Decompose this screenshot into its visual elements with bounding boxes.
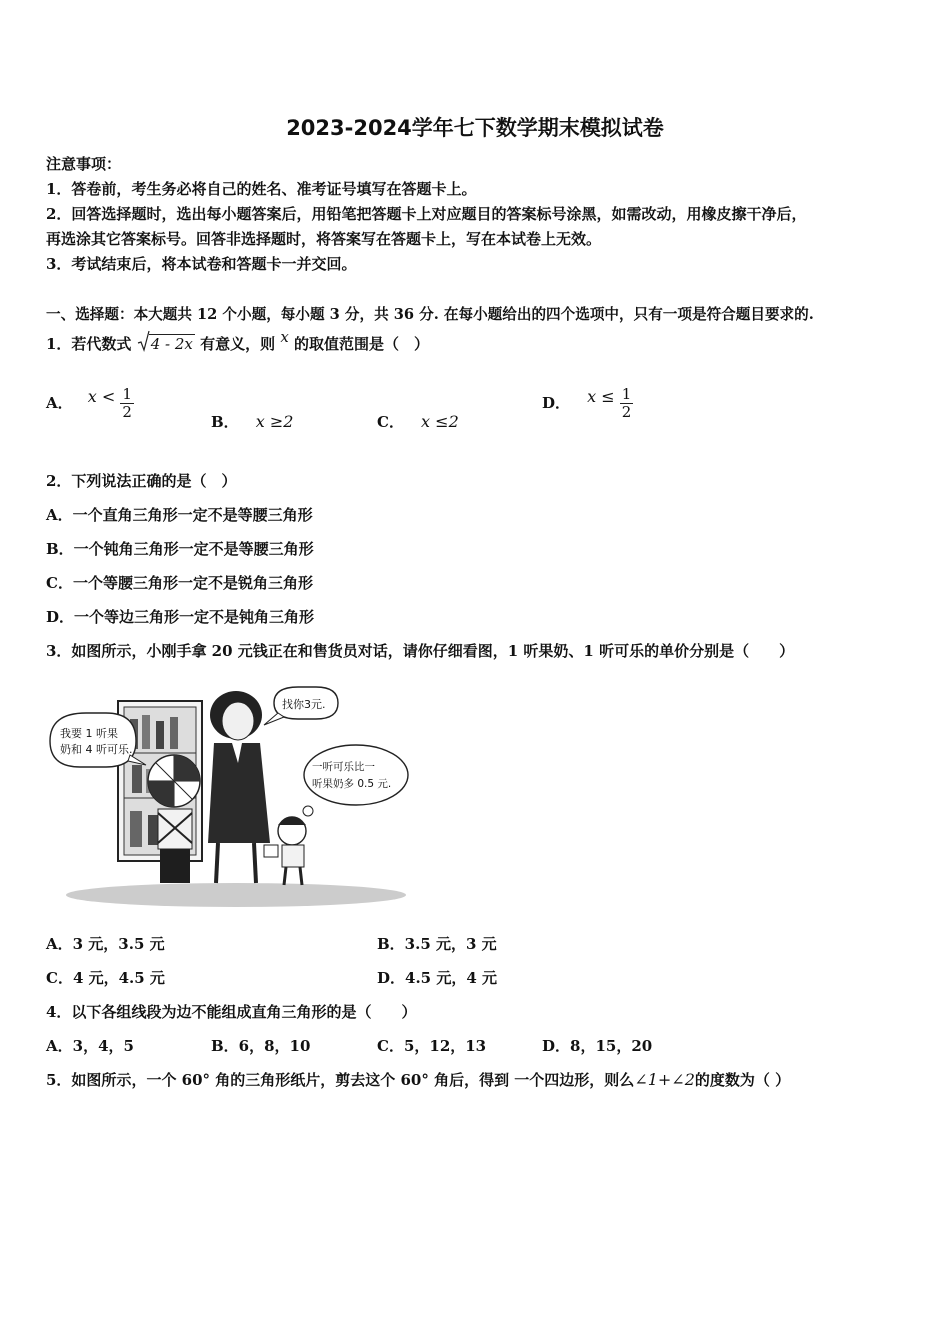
q5-suffix: 的度数为（ ）: [694, 1071, 791, 1089]
option-expr: x ≥2: [255, 412, 294, 431]
q3-option-c[interactable]: C．4 元，4.5 元: [46, 969, 165, 987]
fraction: [620, 386, 634, 421]
speech-bubble-top: 找你3元.: [282, 698, 326, 711]
q4-option-a[interactable]: A．3，4，5: [46, 1037, 134, 1055]
q3-option-a[interactable]: A．3 元，3.5 元: [46, 935, 165, 953]
q2-option-a[interactable]: A．一个直角三角形一定不是等腰三角形: [46, 506, 313, 524]
notice-item: 1．答卷前，考生务必将自己的姓名、准考证号填写在答题卡上。: [46, 180, 477, 198]
option-lhs: x ≤: [587, 387, 615, 406]
notice-item: 再选涂其它答案标号。回答非选择题时，将答案写在答题卡上，写在本试卷上无效。: [46, 230, 602, 248]
q4-option-c[interactable]: C．5，12，13: [377, 1037, 487, 1055]
option-label: A．: [46, 394, 73, 412]
q1-suffix: 的取值范围是（ ）: [294, 335, 430, 353]
question-3-stem: 3．如图所示，小刚手拿 20 元钱正在和售货员对话，请你仔细看图，1 听果奶、1 听可乐的单价分别是（ ）: [46, 642, 795, 660]
q4-option-b[interactable]: B．6，8，10: [211, 1037, 311, 1055]
option-label: C．: [377, 413, 404, 431]
q2-option-b[interactable]: B．一个钝角三角形一定不是等腰三角形: [46, 540, 314, 558]
option-expr: x ≤2: [421, 412, 459, 431]
q5-angle-expression: ∠1+∠2: [634, 1070, 695, 1089]
fraction-numerator: 1: [621, 385, 632, 403]
page-title: 2023-2024学年七下数学期末模拟试卷: [286, 116, 664, 140]
question-2-stem: 2．下列说法正确的是（ ）: [46, 472, 237, 490]
bubble-text: 一听可乐比一: [312, 761, 375, 773]
sqrt-radicand: 4 - 2x: [150, 335, 193, 353]
question-5-stem: [46, 1069, 790, 1090]
option-label: D．: [542, 394, 571, 412]
q2-option-c[interactable]: C．一个等腰三角形一定不是锐角三角形: [46, 574, 313, 592]
option-label: B．: [211, 413, 239, 431]
shop-cartoon-illustration: [46, 683, 410, 909]
q3-option-b[interactable]: B．3.5 元，3 元: [377, 935, 497, 953]
cartoon-drawing: [46, 683, 410, 909]
q4-option-d[interactable]: D．8，15，20: [542, 1037, 653, 1055]
q5-prefix: 5．如图所示，一个 60° 角的三角形纸片，剪去这个 60° 角后，得到 一个四边形，则么: [46, 1071, 635, 1089]
notice-item: 2．回答选择题时，选出每小题答案后，用铅笔把答题卡上对应题目的答案标号涂黑，如需改动，用橡皮擦干净后，: [46, 205, 807, 223]
notice-item: 3．考试结束后，将本试卷和答题卡一并交回。: [46, 255, 357, 273]
sqrt-expression: [137, 334, 195, 353]
question-1-stem: [46, 328, 430, 354]
q1-var: x: [280, 328, 289, 346]
bubble-text: 听果奶多 0.5 元.: [312, 778, 392, 790]
q1-mid: 有意义，则: [200, 335, 276, 353]
q1-prefix: 1．若代数式: [46, 335, 132, 353]
fraction-denominator: 2: [122, 403, 132, 421]
q3-option-d[interactable]: D．4.5 元，4 元: [377, 969, 497, 987]
fraction-denominator: 2: [621, 403, 632, 421]
q1-option-c[interactable]: [377, 411, 459, 432]
q2-option-d[interactable]: D．一个等边三角形一定不是钝角三角形: [46, 608, 315, 626]
sqrt-sign-icon: [137, 330, 151, 352]
fraction-numerator: 1: [122, 385, 132, 403]
section-heading: 一、选择题：本大题共 12 个小题，每小题 3 分，共 36 分. 在每小题给出的四个选项中，只有一项是符合题目要求的.: [46, 306, 814, 323]
bubble-text: 我要 1 听果: [60, 727, 118, 740]
q1-option-a[interactable]: [46, 386, 134, 421]
speech-bubble-left: [60, 726, 133, 758]
fraction: [120, 386, 134, 421]
question-4-stem: 4．以下各组线段为边不能组成直角三角形的是（ ）: [46, 1003, 417, 1021]
bubble-text: 奶和 4 听可乐.: [60, 743, 133, 756]
q1-option-d[interactable]: [542, 386, 633, 421]
thought-bubble-right: [312, 759, 391, 793]
option-lhs: x <: [87, 387, 116, 406]
q1-option-b[interactable]: [211, 411, 293, 432]
notice-heading: 注意事项：: [46, 155, 122, 173]
